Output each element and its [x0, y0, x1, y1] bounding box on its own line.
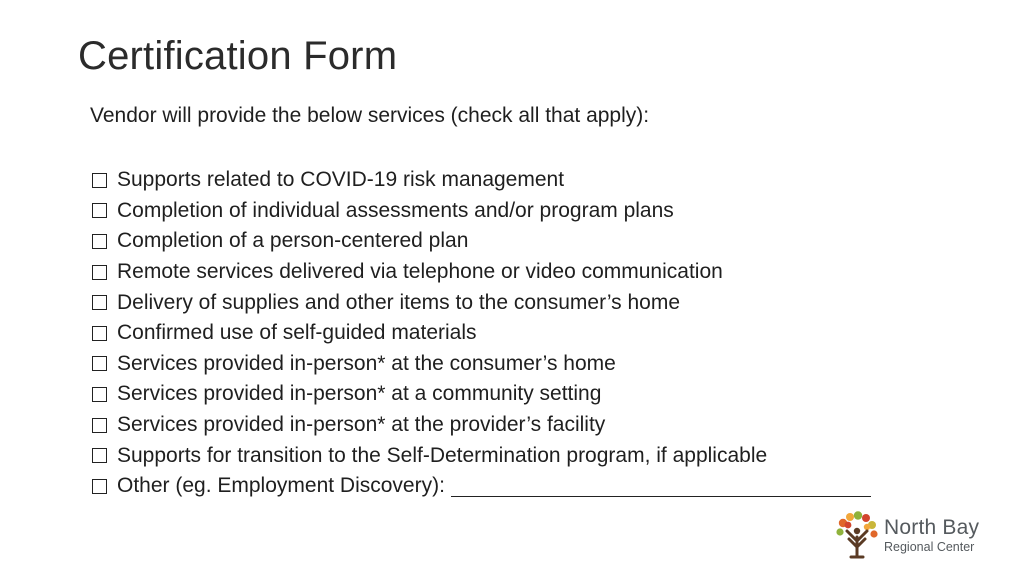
service-option-person-centered-plan[interactable] — [90, 226, 871, 257]
service-label: Services provided in-person* at the consumer’s home — [117, 351, 616, 375]
checkbox[interactable] — [92, 265, 107, 280]
checkbox[interactable] — [92, 479, 107, 494]
checkbox[interactable] — [92, 418, 107, 433]
service-option-covid-risk[interactable] — [90, 165, 871, 196]
checkbox[interactable] — [92, 448, 107, 463]
service-option-in-person-facility[interactable] — [90, 410, 871, 441]
service-label: Other (eg. Employment Discovery): — [117, 474, 445, 498]
service-label: Remote services delivered via telephone or video communication — [117, 260, 723, 284]
service-option-other[interactable] — [90, 471, 871, 502]
checkbox[interactable] — [92, 387, 107, 402]
services-checklist — [90, 165, 871, 502]
service-label: Supports for transition to the Self-Determination program, if applicable — [117, 443, 768, 467]
service-label: Delivery of supplies and other items to the consumer’s home — [117, 290, 681, 314]
service-option-in-person-community[interactable] — [90, 379, 871, 410]
service-label: Supports related to COVID-19 risk management — [117, 168, 565, 192]
other-fill-in-line[interactable] — [451, 476, 871, 497]
instructions-text: Vendor will provide the below services (check all that apply): — [90, 104, 650, 127]
service-option-delivery[interactable] — [90, 287, 871, 318]
logo-name: North Bay — [884, 515, 980, 539]
logo-wordmark — [884, 517, 979, 554]
service-label: Services provided in-person* at the provider’s facility — [117, 413, 606, 437]
service-option-remote-services[interactable] — [90, 257, 871, 288]
north-bay-logo — [834, 511, 994, 559]
service-option-assessments[interactable] — [90, 196, 871, 227]
logo-subtitle: Regional Center — [884, 539, 975, 554]
checkbox[interactable] — [92, 173, 107, 188]
tree-people-icon — [834, 511, 880, 559]
service-option-in-person-home[interactable] — [90, 349, 871, 380]
service-option-self-guided[interactable] — [90, 318, 871, 349]
service-label: Services provided in-person* at a community setting — [117, 382, 602, 406]
service-option-self-determination[interactable] — [90, 440, 871, 471]
checkbox[interactable] — [92, 295, 107, 310]
checkbox[interactable] — [92, 356, 107, 371]
service-label: Completion of a person-centered plan — [117, 229, 469, 253]
checkbox[interactable] — [92, 234, 107, 249]
checkbox[interactable] — [92, 203, 107, 218]
service-label: Confirmed use of self-guided materials — [117, 321, 477, 345]
checkbox[interactable] — [92, 326, 107, 341]
service-label: Completion of individual assessments and/or program plans — [117, 198, 674, 222]
page-title: Certification Form — [78, 34, 398, 78]
